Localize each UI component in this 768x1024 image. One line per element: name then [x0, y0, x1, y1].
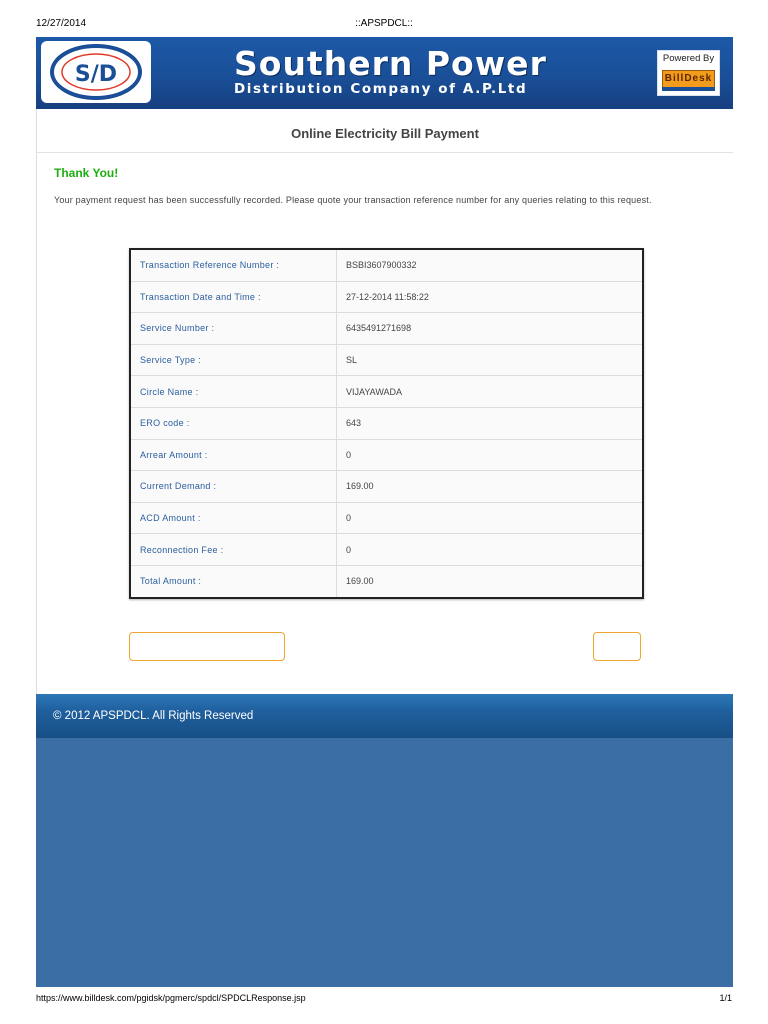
detail-label: Transaction Date and Time :: [130, 281, 337, 313]
company-logo: [41, 41, 151, 103]
table-row: [130, 376, 643, 408]
detail-value: VIJAYAWADA: [337, 376, 644, 408]
site-footer: [36, 694, 733, 738]
page-container: [36, 37, 733, 987]
table-row: [130, 471, 643, 503]
print-page-title: ::APSPDCL::: [355, 18, 413, 29]
table-row: [130, 281, 643, 313]
confirmation-message: Your payment request has been successfully recorded. Please quote your transaction reference number for any queries relating to this request.: [54, 195, 652, 205]
detail-label: Circle Name :: [130, 376, 337, 408]
table-row: [130, 407, 643, 439]
detail-value: 643: [337, 407, 644, 439]
svg-text:S/D: S/D: [74, 62, 118, 87]
detail-value: 0: [337, 534, 644, 566]
detail-value: 27-12-2014 11:58:22: [337, 281, 644, 313]
billdesk-logo: BillDesk: [662, 70, 715, 88]
detail-label: Service Type :: [130, 344, 337, 376]
detail-label: Transaction Reference Number :: [130, 249, 337, 281]
detail-label: ACD Amount :: [130, 502, 337, 534]
transaction-details-table: [129, 248, 644, 599]
main-content: [36, 109, 733, 694]
detail-label: Total Amount :: [130, 565, 337, 597]
print-url: https://www.billdesk.com/pgidsk/pgmerc/spdcl/SPDCLResponse.jsp: [36, 993, 306, 1003]
page-title: Online Electricity Bill Payment: [291, 126, 479, 141]
table-row: [130, 534, 643, 566]
thank-you-heading: Thank You!: [54, 166, 119, 180]
detail-label: Arrear Amount :: [130, 439, 337, 471]
billdesk-tagline-bar: [662, 87, 715, 91]
detail-label: Service Number :: [130, 313, 337, 345]
title-divider: [37, 152, 733, 153]
table-row: [130, 565, 643, 597]
detail-label: ERO code :: [130, 407, 337, 439]
print-page-number: 1/1: [719, 993, 732, 1003]
print-button[interactable]: [129, 632, 285, 661]
table-row: [130, 502, 643, 534]
detail-value: SL: [337, 344, 644, 376]
detail-label: Current Demand :: [130, 471, 337, 503]
detail-value: BSBI3607900332: [337, 249, 644, 281]
powered-by-badge: [657, 50, 720, 96]
logo-icon: [41, 41, 151, 103]
table-row: [130, 344, 643, 376]
close-button[interactable]: [593, 632, 641, 661]
detail-value: 169.00: [337, 471, 644, 503]
print-header: [36, 18, 732, 32]
copyright-text: © 2012 APSPDCL. All Rights Reserved: [53, 710, 254, 722]
brand-subtitle: Distribution Company of A.P.Ltd: [234, 81, 528, 97]
table-row: [130, 439, 643, 471]
detail-value: 6435491271698: [337, 313, 644, 345]
print-date: 12/27/2014: [36, 18, 87, 29]
detail-value: 169.00: [337, 565, 644, 597]
detail-value: 0: [337, 439, 644, 471]
detail-value: 0: [337, 502, 644, 534]
powered-by-label: Powered By: [662, 53, 715, 64]
table-row: [130, 249, 643, 281]
table-row: [130, 313, 643, 345]
print-footer: [36, 993, 732, 1007]
site-header: [36, 37, 733, 109]
detail-label: Reconnection Fee :: [130, 534, 337, 566]
brand-name: Southern Power: [234, 44, 547, 83]
